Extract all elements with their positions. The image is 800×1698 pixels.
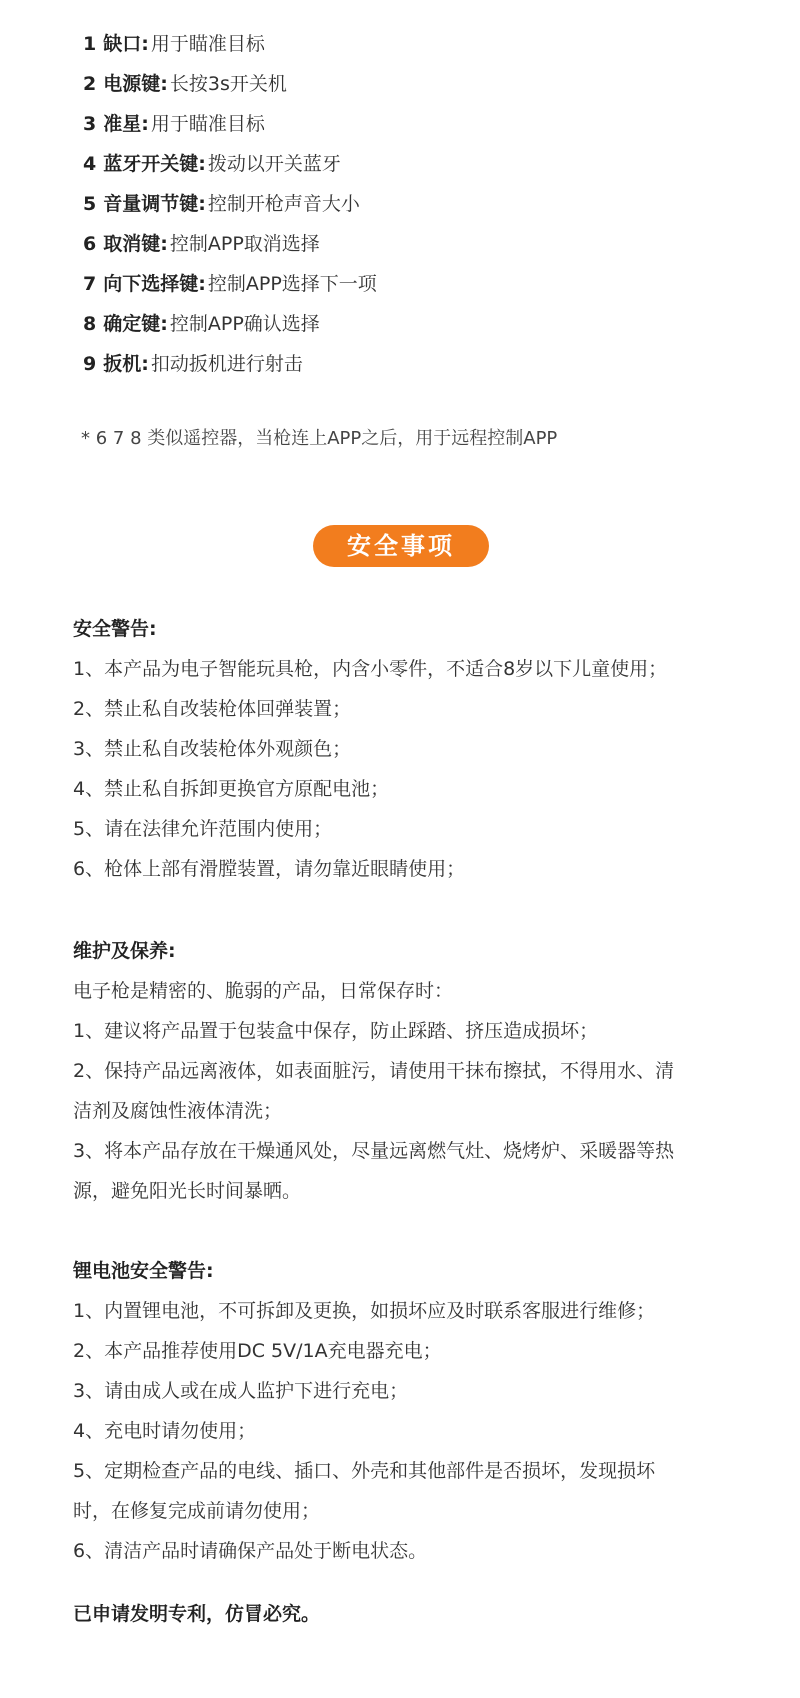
part-description: 控制APP确认选择: [169, 313, 320, 335]
text-line: 6、清洁产品时请确保产品处于断电状态。: [73, 1540, 428, 1562]
text-line: 3、请由成人或在成人监护下进行充电；: [73, 1380, 409, 1402]
text-line: 4、充电时请勿使用；: [73, 1420, 257, 1442]
part-number: 8: [83, 313, 97, 335]
safety-warning-section: [73, 609, 667, 889]
part-item: [83, 264, 377, 304]
maintenance-section: [73, 931, 674, 1211]
part-description: 控制开枪声音大小: [207, 193, 360, 215]
part-name: 扳机: [103, 353, 142, 375]
part-name: 音量调节键: [103, 193, 199, 215]
text-line: 3、禁止私自改装枪体外观颜色；: [73, 738, 352, 760]
part-colon: :: [141, 113, 149, 135]
part-colon: :: [198, 153, 206, 175]
part-number: 4: [83, 153, 97, 175]
part-number: 9: [83, 353, 97, 375]
part-name: 向下选择键: [103, 273, 199, 295]
part-colon: :: [198, 273, 206, 295]
text-line: 3、将本产品存放在干燥通风处，尽量远离燃气灶、烧烤炉、采暖器等热: [73, 1140, 675, 1162]
part-name: 电源键: [103, 73, 161, 95]
text-line: 5、定期检查产品的电线、插口、外壳和其他部件是否损坏，发现损坏: [73, 1460, 656, 1482]
part-name: 取消键: [103, 233, 161, 255]
part-description: 拨动以开关蓝牙: [207, 153, 341, 175]
text-line: 时，在修复完成前请勿使用；: [73, 1500, 321, 1522]
part-colon: :: [160, 313, 168, 335]
parts-list: [83, 24, 377, 384]
text-line: 2、禁止私自改装枪体回弹装置；: [73, 698, 352, 720]
part-item: [83, 304, 377, 344]
part-colon: :: [160, 73, 168, 95]
safety-section-badge: 安全事项: [313, 525, 489, 567]
part-description: 扣动扳机进行射击: [150, 353, 303, 375]
part-number: 1: [83, 33, 97, 55]
text-line: 洁剂及腐蚀性液体清洗；: [73, 1100, 283, 1122]
section-heading: 维护及保养:: [73, 940, 176, 962]
part-number: 3: [83, 113, 97, 135]
part-description: 用于瞄准目标: [150, 33, 265, 55]
part-item: [83, 184, 377, 224]
text-line: 5、请在法律允许范围内使用；: [73, 818, 333, 840]
part-item: [83, 24, 377, 64]
part-name: 确定键: [103, 313, 161, 335]
section-heading: 锂电池安全警告:: [73, 1260, 214, 1282]
part-description: 控制APP选择下一项: [207, 273, 377, 295]
text-line: 电子枪是精密的、脆弱的产品，日常保存时：: [73, 980, 454, 1002]
part-number: 5: [83, 193, 97, 215]
text-line: 4、禁止私自拆卸更换官方原配电池；: [73, 778, 390, 800]
remote-control-note: * 6 7 8 类似遥控器，当枪连上APP之后，用于远程控制APP: [81, 428, 558, 449]
part-item: [83, 104, 377, 144]
part-description: 用于瞄准目标: [150, 113, 265, 135]
part-number: 2: [83, 73, 97, 95]
part-item: [83, 144, 377, 184]
battery-warning-section: [73, 1251, 655, 1571]
part-colon: :: [198, 193, 206, 215]
text-line: 1、本产品为电子智能玩具枪，内含小零件，不适合8岁以下儿童使用；: [73, 658, 668, 680]
text-line: 2、保持产品远离液体，如表面脏污，请使用干抹布擦拭，不得用水、清: [73, 1060, 675, 1082]
text-line: 6、枪体上部有滑膛装置，请勿靠近眼睛使用；: [73, 858, 466, 880]
section-heading: 安全警告:: [73, 618, 157, 640]
text-line: 源，避免阳光长时间暴晒。: [73, 1180, 302, 1202]
patent-notice: 已申请发明专利，仿冒必究。: [73, 1603, 321, 1625]
part-name: 蓝牙开关键: [103, 153, 199, 175]
part-item: [83, 344, 377, 384]
part-colon: :: [160, 233, 168, 255]
part-colon: :: [141, 353, 149, 375]
part-description: 控制APP取消选择: [169, 233, 320, 255]
text-line: 1、建议将产品置于包装盒中保存，防止踩踏、挤压造成损坏；: [73, 1020, 599, 1042]
text-line: 1、内置锂电池，不可拆卸及更换，如损坏应及时联系客服进行维修；: [73, 1300, 656, 1322]
part-item: [83, 64, 377, 104]
text-line: 2、本产品推荐使用DC 5V/1A充电器充电；: [73, 1340, 442, 1362]
part-name: 缺口: [103, 33, 142, 55]
part-name: 准星: [103, 113, 142, 135]
part-colon: :: [141, 33, 149, 55]
part-item: [83, 224, 377, 264]
part-number: 7: [83, 273, 97, 295]
part-number: 6: [83, 233, 97, 255]
part-description: 长按3s开关机: [169, 73, 287, 95]
